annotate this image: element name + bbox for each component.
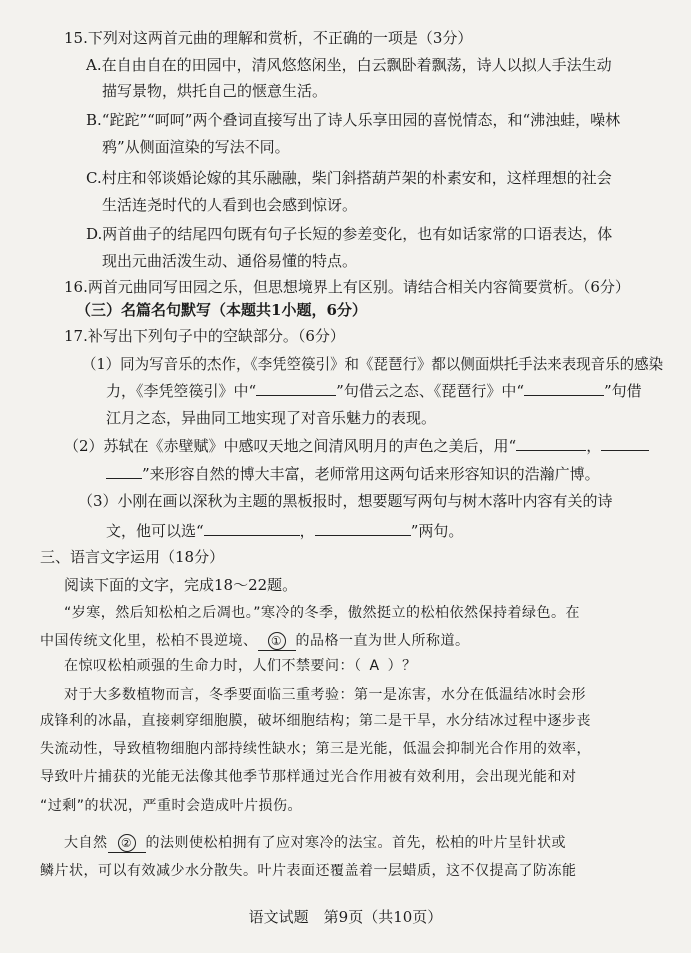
- q17-blank-1[interactable]: [256, 394, 336, 396]
- q17-blank-5[interactable]: [204, 534, 300, 536]
- q17-part3-text-a: 文，他可以选“: [106, 522, 204, 540]
- q17-blank-3[interactable]: [516, 449, 586, 451]
- q16-stem: 16.两首元曲同写田园之乐，但思想境界上有区别。请结合相关内容简要赏析。（6分）: [64, 278, 630, 296]
- q15-option-a-line2: 描写景物，烘托自己的惬意生活。: [102, 82, 328, 100]
- q17-part2-comma: ，: [586, 437, 602, 455]
- q17-part3-comma: ，: [299, 522, 315, 540]
- passage-text-3b: ）？: [387, 658, 417, 674]
- passage-blank-1[interactable]: [258, 632, 296, 651]
- passage-text-3a: 在惊叹松柏顽强的生命力时，人们不禁要问：（: [64, 658, 362, 674]
- page-footer: 语文试题 第9页（共10页）: [248, 908, 443, 926]
- marker-1: ①: [268, 632, 286, 650]
- q15-option-c-line1: C.村庄和邻谈婚论嫁的其乐融融，柴门斜搭葫芦架的朴素安和，这样理想的社会: [86, 169, 612, 187]
- q17-part1-text-c: ”句借: [604, 382, 642, 400]
- q17-part2-text-a: （2）苏轼在《赤壁赋》中感叹天地之间清风明月的声色之美后，用“: [64, 437, 517, 455]
- q17-part3-text-b: ”两句。: [410, 522, 464, 540]
- q15-option-a-line1: A.在自由自在的田园中，清风悠悠闲坐，白云飘卧着飘荡，诗人以拟人手法生动: [86, 56, 612, 74]
- q17-part1-text-b: ”句借云之态、《琵琶行》中“: [336, 382, 525, 400]
- q17-part1-text-a: 力，《李凭箜篌引》中“: [106, 382, 257, 400]
- passage-line-2: [40, 632, 470, 651]
- q17-part2-line1: [64, 439, 649, 454]
- passage-line-1: “岁寒，然后知松柏之后凋也。”寒冷的冬季，傲然挺立的松柏依然保持着绿色。在: [64, 605, 581, 621]
- passage-line-4: 对于大多数植物而言，冬季要面临三重考验：第一是冻害，水分在低温结冰时会形: [64, 687, 586, 703]
- q17-stem: 17.补写出下列句子中的空缺部分。（6分）: [64, 327, 345, 345]
- passage-line-9: [64, 834, 566, 853]
- part3-instruction: 阅读下面的文字，完成18～22题。: [64, 576, 298, 594]
- passage-line-6: 失流动性，导致植物细胞内部持续性缺水；第三是光能，低温会抑制光合作用的效率，: [40, 741, 591, 757]
- q15-option-b-line2: 鸦”从侧面渲染的写法不同。: [102, 138, 290, 156]
- passage-line-3: [64, 659, 417, 673]
- part3-title: 三、语言文字运用（18分）: [40, 548, 225, 566]
- q17-part1-line3: 江月之态，异曲同工地实现了对音乐魅力的表现。: [106, 409, 437, 427]
- q15-option-d-line1: D.两首曲子的结尾四句既有句子长短的参差变化，也有如话家常的口语表达，体: [86, 225, 613, 243]
- marker-2: ②: [118, 834, 136, 852]
- q15-option-b-line1: B.“跎跎”“呵呵”两个叠词直接写出了诗人乐享田园的喜悦情态，和“沸浊蛙，噪林: [86, 111, 621, 129]
- passage-line-8: “过剩”的状况，严重时会造成叶片损伤。: [40, 798, 303, 814]
- passage-text-9b: 的法则使松柏拥有了应对寒冷的法宝。首先，松柏的叶片呈针状或: [145, 835, 566, 851]
- q17-part3-line1: （3）小刚在画以深秋为主题的黑板报时，想要题写两句与树木落叶内容有关的诗: [78, 492, 613, 510]
- q17-part2-line2: [106, 467, 600, 482]
- passage-line-10: 鳞片状，可以有效减少水分散失。叶片表面还覆盖着一层蜡质，这不仅提高了防冻能: [40, 863, 577, 879]
- passage-text-2a: 中国传统文化里，松柏不畏逆境、: [40, 633, 258, 649]
- q15-option-c-line2: 生活连尧时代的人看到也会感到惊讶。: [102, 196, 358, 214]
- passage-line-7: 导致叶片捕获的光能无法像其他季节那样通过光合作用被有效利用，会出现光能和对: [40, 769, 577, 785]
- q15-option-d-line2: 现出元曲活泼生动、通俗易懂的特点。: [102, 252, 358, 270]
- q17-part1-line2: [106, 384, 642, 399]
- q17-blank-4b[interactable]: [106, 477, 142, 479]
- section-heading-recitation: （三）名篇名句默写（本题共1小题，6分）: [76, 301, 367, 319]
- q17-part2-text-b: ”来形容自然的博大丰富，老师常用这两句话来形容知识的浩瀚广博。: [142, 465, 600, 483]
- passage-blank-2[interactable]: [108, 834, 146, 853]
- q15-stem: 15.下列对这两首元曲的理解和赏析，不正确的一项是（3分）: [64, 29, 473, 47]
- q17-blank-2[interactable]: [524, 394, 604, 396]
- q17-part1-line1: （1）同为写音乐的杰作，《李凭箜篌引》和《琵琶行》都以侧面烘托手法来表现音乐的感染: [82, 355, 664, 373]
- passage-text-9a: 大自然: [64, 835, 108, 851]
- marker-a[interactable]: A: [369, 658, 380, 674]
- q17-part3-line2: [106, 524, 463, 539]
- passage-line-5: 成锋利的冰晶，直接刺穿细胞膜，破坏细胞结构；第二是干旱，水分结冰过程中逐步丧: [40, 713, 591, 729]
- q17-blank-6[interactable]: [315, 534, 411, 536]
- q17-blank-4a[interactable]: [601, 449, 649, 451]
- passage-text-2b: 的品格一直为世人所称道。: [295, 633, 470, 649]
